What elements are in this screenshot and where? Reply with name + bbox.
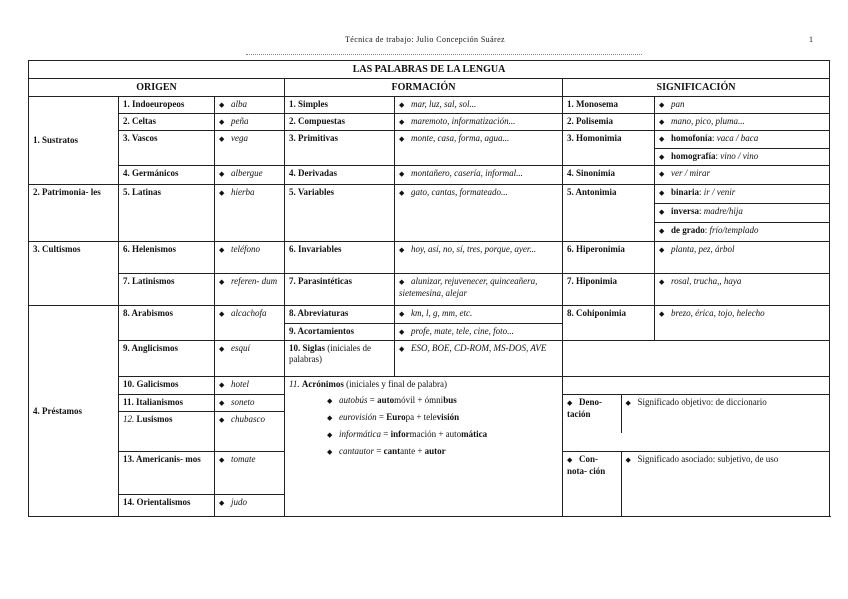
- formation-item-acortamientos: 9. Acortamientos: [285, 324, 395, 341]
- acronym-example-line: ◆ autobús = automóvil + ómnibus: [327, 395, 457, 405]
- meaning-denotacion: [563, 395, 830, 452]
- meaning-empty-cell-2: [563, 377, 830, 395]
- origin-example-lusismos: ◆ chubasco: [215, 412, 285, 452]
- origin-example-indoeuropeos: ◆ alba: [215, 97, 285, 114]
- document-header-title: Técnica de trabajo: Julio Concepción Suárez: [344, 35, 506, 44]
- origin-example-helenismos: ◆ teléfono: [215, 242, 285, 274]
- formation-example-invariables: ◆ hoy, así, no, sí, tres, porque, ayer...: [395, 242, 563, 274]
- meaning-example-homofonia: ◆ homofonía: vaca / baca: [655, 131, 830, 149]
- formation-item-compuestas: 2. Compuestas: [285, 114, 395, 131]
- formation-item-siglas: 10. Siglas (iniciales de palabras): [285, 341, 395, 377]
- meaning-example-hiperonimia: ◆ planta, pez, árbol: [655, 242, 830, 274]
- meaning-item-cohiponimia: 8. Cohiponimia: [563, 306, 655, 341]
- formation-item-parasinteticas: 7. Parasintéticas: [285, 274, 395, 306]
- meaning-example-polisemia: ◆ mano, pico, pluma...: [655, 114, 830, 131]
- formation-example-compuestas: ◆ maremoto, informatización...: [395, 114, 563, 131]
- origin-item-indoeuropeos: 1. Indoeuropeos: [119, 97, 215, 114]
- origin-item-helenismos: 6. Helenismos: [119, 242, 215, 274]
- meaning-item-sinonimia: 4. Sinonimia: [563, 166, 655, 185]
- formation-item-acronimos: 11. Acrónimos (iniciales y final de palabra) ◆ autobús = automóvil + ómnibus ◆ eurovisión = Europa + televisión ◆ informática = información + automática ◆ cantautor = cantante + autor: [285, 377, 563, 517]
- origin-example-vascos: ◆ vega: [215, 131, 285, 166]
- acronym-example-line: ◆ eurovisión = Europa + televisión: [327, 412, 460, 422]
- origin-example-latinismos: ◆ referen- dum: [215, 274, 285, 306]
- origin-example-arabismos: ◆ alcachofa: [215, 306, 285, 341]
- origin-example-celtas: ◆ peña: [215, 114, 285, 131]
- meaning-example-cohiponimia: ◆ brezo, érica, tojo, helecho: [655, 306, 830, 341]
- origin-example-americanismos: ◆ tomate: [215, 452, 285, 495]
- origin-item-italianismos: 11. Italianismos: [119, 395, 215, 412]
- words-of-language-table: [28, 60, 830, 517]
- origin-item-celtas: 2. Celtas: [119, 114, 215, 131]
- meaning-empty-cell: [563, 341, 830, 377]
- formation-example-parasinteticas: ◆ alunizar, rejuvenecer, quinceañera, sietemesina, alejar: [395, 274, 563, 306]
- formation-example-simples: ◆ mar, luz, sal, sol...: [395, 97, 563, 114]
- origin-item-galicismos: 10. Galicismos: [119, 377, 215, 395]
- formation-item-primitivas: 3. Primitivas: [285, 131, 395, 166]
- acronym-example-line: ◆ cantautor = cantante + autor: [327, 446, 446, 456]
- formation-example-abreviaturas: ◆ km, l, g, mm, etc.: [395, 306, 563, 324]
- origin-example-latinas: ◆ hierba: [215, 185, 285, 242]
- formation-item-invariables: 6. Invariables: [285, 242, 395, 274]
- meaning-example-homografia: ◆ homografía: vino / vino: [655, 149, 830, 166]
- formation-item-abreviaturas: 8. Abreviaturas: [285, 306, 395, 324]
- meaning-example-sinonimia: ◆ ver / mirar: [655, 166, 830, 185]
- origin-example-germanicos: ◆ albergue: [215, 166, 285, 185]
- meaning-item-polisemia: 2. Polisemia: [563, 114, 655, 131]
- meaning-item-monosema: 1. Monosema: [563, 97, 655, 114]
- origin-example-galicismos: ◆ hotel: [215, 377, 285, 395]
- section-header-significacion: SIGNIFICACIÓN: [563, 79, 830, 97]
- origin-group-cultismos: 3. Cultismos: [29, 242, 119, 306]
- page-number: 1: [809, 35, 813, 44]
- section-header-origen: ORIGEN: [29, 79, 285, 97]
- formation-example-derivadas: ◆ montañero, casería, informal...: [395, 166, 563, 185]
- meaning-item-antonimia: 5. Antonimia: [563, 185, 655, 242]
- formation-item-simples: 1. Simples: [285, 97, 395, 114]
- meaning-example-inversa: ◆ inversa: madre/hija: [655, 204, 830, 223]
- origin-item-latinas: 5. Latinas: [119, 185, 215, 242]
- meaning-example-binaria: ◆ binaria: ir / venir: [655, 185, 830, 204]
- origin-item-orientalismos: 14. Orientalismos: [119, 494, 215, 516]
- origin-group-patrimoniales: 2. Patrimonia- les: [29, 185, 119, 242]
- origin-item-anglicismos: 9. Anglicismos: [119, 341, 215, 377]
- origin-example-italianismos: ◆ soneto: [215, 395, 285, 412]
- origin-item-germanicos: 4. Germánicos: [119, 166, 215, 185]
- origin-item-latinismos: 7. Latinismos: [119, 274, 215, 306]
- formation-item-variables: 5. Variables: [285, 185, 395, 242]
- origin-group-prestamos: 4. Préstamos: [29, 306, 119, 517]
- origin-item-vascos: 3. Vascos: [119, 131, 215, 166]
- origin-item-americanismos: 13. Americanis- mos: [119, 452, 215, 495]
- acronym-example-line: ◆ informática = información + automática: [327, 429, 488, 439]
- origin-group-sustratos: 1. Sustratos: [29, 97, 119, 185]
- formation-example-siglas: ◆ ESO, BOE, CD-ROM, MS-DOS, AVE: [395, 341, 563, 377]
- connotacion-desc: ◆ Significado asociado: subjetivo, de uso: [625, 454, 779, 464]
- section-header-formacion: FORMACIÓN: [285, 79, 563, 97]
- formation-example-primitivas: ◆ monte, casa, forma, agua...: [395, 131, 563, 166]
- origin-example-orientalismos: ◆ judo: [215, 494, 285, 516]
- meaning-item-homonimia: 3. Homonimia: [563, 131, 655, 166]
- connotacion-label: ◆ Con- nota- ción: [563, 452, 621, 516]
- meaning-connotacion: [563, 452, 830, 517]
- formation-example-acortamientos: ◆ profe, mate, tele, cine, foto...: [395, 324, 563, 341]
- origin-example-anglicismos: ◆ esquí: [215, 341, 285, 377]
- origin-item-arabismos: 8. Arabismos: [119, 306, 215, 341]
- meaning-example-hiponimia: ◆ rosal, trucha,, haya: [655, 274, 830, 306]
- table-title: LAS PALABRAS DE LA LENGUA: [29, 61, 830, 79]
- header-divider: [246, 54, 642, 55]
- meaning-example-monosema: ◆ pan: [655, 97, 830, 114]
- formation-item-derivadas: 4. Derivadas: [285, 166, 395, 185]
- origin-item-lusismos: 12. Lusismos: [119, 412, 215, 452]
- meaning-item-hiperonimia: 6. Hiperonimia: [563, 242, 655, 274]
- denotacion-label: ◆ Deno- tación: [563, 395, 621, 433]
- denotacion-desc: ◆ Significado objetivo: de diccionario: [625, 397, 767, 407]
- formation-example-variables: ◆ gato, cantas, formateado...: [395, 185, 563, 242]
- meaning-example-grado: ◆ de grado: frío/templado: [655, 223, 830, 242]
- meaning-item-hiponimia: 7. Hiponimia: [563, 274, 655, 306]
